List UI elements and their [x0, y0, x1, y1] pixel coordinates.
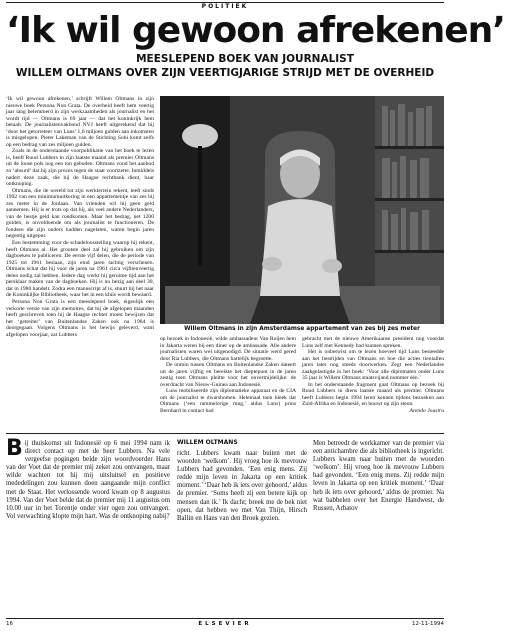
intro-paragraph: ‘Ik wil gewoon afrekenen,’ schrijft Willem Oltmans in zijn nieuwe boek Persona Non Grata. De overheid heeft hem veertig jaar lang belemmerd in zijn werkzaamheden als journalist en het wordt tijd — Oltmans is 69 jaar — dat het koninkrijk hem betaalt. De journalistenvakbond NVJ heeft uitgerekend dat hij ‘door het getorreteer van Luns’ 1,6 miljoen gulden aan inkomsten is misgelopen. Pieter Lakeman van de Stichting Sobi komt zelfs op een bedrag van zes miljoen gulden.: [6, 96, 154, 148]
page-footer: [6, 618, 444, 627]
intro-column-right: [302, 336, 444, 426]
intro-paragraph: Persona Non Grata is een meeslepend boek, eigenlijk een verkorte versie van zijn memoires, dat bij de afgelopen maanden heeft geschreven toen hij de Haagse rechter moest bewijzen dat het ‘getreiter’ van Buitenlandse Zaken ook na 1964 is doorgegaan. Volgens Oltmans is het bewijs geleverd, want afgelopen voorjaar, zat Lubbers: [6, 298, 154, 338]
section-label: POLITIEK: [6, 2, 444, 11]
body-column-right: [313, 440, 444, 612]
intro-paragraph: In het onderstaande fragment gaat Oltmans op bezoek bij Ruud Lubbers in diens laatste maand als premier. Oltmans heeft Lubbers begin 1994 leren kennen tijdens bezoeken aan Zuid-Afrika en Indonesië, en bouwt op zijn steun.: [302, 381, 444, 408]
subheadline-2: WILLEM OLTMANS OVER ZIJN VEERTIGJARIGE STRIJD MET DE OVERHEID: [15, 67, 435, 79]
intro-column-left: [6, 96, 154, 424]
drop-cap: B: [6, 436, 23, 461]
intro-paragraph: Het is onbetwist om te lezen hoeveel tijd Luns besteedde aan het bestrijden van Oltmans en hoe die acties tientallen jaren later nog steeds doorwerken. Zegt een Nederlandse zaakgelastigde in het boek: ‘Voor alle diplomaten onder Luns 35 jaar is Willem Oltmans staatsvijand nummer één.’: [302, 349, 444, 382]
magazine-page: [6, 0, 505, 631]
issue-date: 12-11-1994: [412, 621, 444, 627]
article-byline: WILLEM OLTMANS: [177, 439, 238, 446]
section-divider: [6, 433, 444, 434]
body-column-left: [6, 436, 170, 612]
body-paragraph: Men betreedt de werkkamer van de premier via een antichambre die als bibliotheek is ingericht. Lubbers kwam naar buiten met de woorden ‘welkom’. Hij vroeg hoe ik mevrouw Lubbers had gevonden. ‘Een enig mens. Zij redde mijn leven in Jakarta op een kritiek moment.’ ‘Daar heb ik iets over gehoord,’ aldus de premier. Na wat babbelen over het Energie Handwest, de Russen, Arbatov: [313, 440, 444, 512]
body-column-middle: [177, 450, 307, 612]
portrait-photo: [160, 96, 444, 324]
subheadline-1: MEESLEPEND BOEK VAN JOURNALIST: [136, 53, 354, 65]
intro-paragraph: De onmin tussen Oltmans en Buitenlandse Zaken dateert uit de jaren vijftig en bereikte het dieptepunt in de jaren zestig toen Oltmans pleitte voor het onvermijdelijke: de overdracht van Nieuw-Guinea aan Indonesië.: [160, 362, 296, 388]
intro-paragraph: gebracht met de nieuwe Amerikaanse president nog voordat Luns zelf met Kennedy had kunnen spreken.: [302, 336, 444, 349]
intro-paragraph: op bezoek in Indonesië, wilde ambassadeur Van Roijen hem in Jakarta weren bij een diner op de ambassade. Alle andere journalisten waren wel uitgenodigd. De situatie werd gered door Ria Lubbers, die Oltmans hartelijk begroette.: [160, 336, 296, 362]
intro-column-middle: [160, 336, 296, 426]
body-paragraph: richt. Lubbers kwam naar buiten met de woorden ‘welkom’. Hij vroeg hoe ik mevrouw Lubbers had gevonden. ‘Een enig mens. Zij redde mijn leven in Jakarta op een kritiek moment.’ ‘Daar heb ik iets over gehoord,’ aldus de premier. ‘Soms heeft zij een betere kijk op mensen dan ik.’ Ik dacht; breek me de bek niet open, dat hebben we met Van Thijn, Hirsch Ballin en Hans van den Broek gezien.: [177, 450, 307, 522]
portrait-illustration: [160, 96, 444, 324]
intro-signoff: Arendo Joustra: [409, 408, 444, 415]
intro-paragraph: Een bestemming voor de schadeloosstelling waarop hij rekent, heeft Oltmans al. Het grootste deel zal hij gebruiken om zijn dagboeken te publiceren. De eerste vijf delen, die de periode van 1925 tot 1961 beslaan, zijn eind jaren tachtig verschenen. Oltmans schat dat hij voor de jaren na 1961 circa vijftienveertig delen nodig zal hebben. Iedere dag werkt hij geruime tijd aan het persklaar maken van de dagboeken. Hij is nu bezig aan deel 30, dat in 1980 handelt. Zodra een manuscript af is, stuurt hij het naar de Koninklijke Bibliotheek, waar het in een kluis wordt bewaard.: [6, 240, 154, 299]
photo-caption: Willem Oltmans in zijn Amsterdamse appartement van zes bij zes meter: [184, 326, 420, 332]
intro-paragraph: Luns mobiliseerde zijn diplomatieke apparaat en de CIA om de journalist te dwarsbomen. Helemaal toen bleek dat Oltmans (‘een rammelorige mug,’ aldus Luns) prins Bernhard in contact had: [160, 388, 296, 415]
body-paragraph: Bij thuiskomst uit Indonesië op 6 mei 1994 nam ik direct contact op met de heer Lubbers. Na vele vergeefse pogingen belde zijn woordvoerder Hans van der Voet dat de premier mij zeker zou ontvangen, maar wilde wachten tot hij mij uitsluitsel en positieve mededelingen zou kunnen doen aangaande mijn conflict met de Staat. Het verlossende woord kwam op 8 augustus 1994. Van der Voet belde dat de premier mij 11 augustus om 10.00 uur in het Torentje onder vier ogen zou ontvangen. Vol verwachting klopte mijn hart. Was de ontknoping nabij?: [6, 436, 170, 520]
intro-paragraph: Zoals in de onderstaande voorpublikatie van het boek te lezen is, heeft Ruud Lubbers in zijn laatste maand als premier Oltmans uit de louse pols nog een ton geboden. Oltmans vond het aanbod zo ‘absurd’ dat hij zijn proces tegen de staat voortzette. Inmiddels nadert deze zaak, die bij de Haagse rechtbank dient, haar ontknoping.: [6, 148, 154, 188]
magazine-name: ELSEVIER: [198, 621, 252, 627]
intro-paragraph: Oltmans, die de wereld tot zijn werkterrein rekent, leeft sinds 1992 van een minimumuitkering in een appartementje van zes bij zes meter in de Jordaan. Van vrienden wil hij geen geld aannemen. Hij is er trots op dat hij, als veel andere Nederlanders, van de bestje geld kan rondkomen. Maar het bedrag, net 1200 gulden, is onvoldoende om als journalist te functioneren. De fondsen die zijn ouders hadden nagelaten, waren begin jaren negentig uitgeput.: [6, 187, 154, 240]
page-number: 16: [6, 621, 13, 627]
headline: ‘Ik wil gewoon afrekenen’: [6, 10, 505, 51]
